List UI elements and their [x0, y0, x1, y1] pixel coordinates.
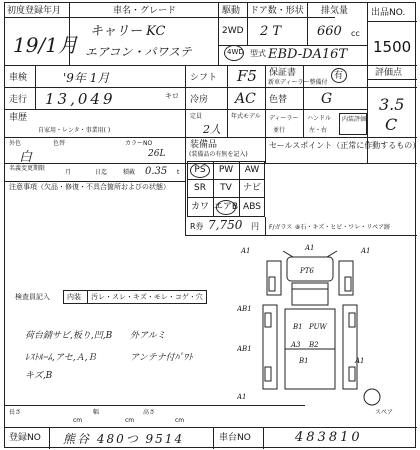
- divider: [367, 79, 417, 80]
- divider: [5, 87, 417, 88]
- equipment-label: 装備品: [190, 140, 218, 150]
- divider: [187, 197, 265, 198]
- divider: [5, 109, 367, 110]
- divider: [185, 65, 186, 235]
- inspection-note-4: アンテナ付ﾊﾟﾜﾄ: [130, 353, 193, 363]
- warranty-label: 保証書: [269, 68, 297, 78]
- shift-label: シフト: [190, 73, 218, 83]
- divider: [5, 17, 335, 18]
- equip-airbag: エアB: [213, 202, 239, 212]
- equip-abs: ABS: [243, 202, 261, 212]
- recycle-unit: 円: [251, 222, 259, 231]
- history-sub: 自家用・レンタ・事業用( ): [38, 127, 111, 134]
- height-label: 高さ: [143, 409, 156, 416]
- diagram-label-1: A1: [241, 247, 251, 255]
- shift-value: F5: [237, 67, 257, 85]
- reg-no-value: 熊谷 480つ 9514: [63, 432, 185, 446]
- shaken-value: '9年 1月: [63, 71, 110, 85]
- drive-value: 2WD: [222, 26, 244, 36]
- dealer-value: 並行: [273, 127, 286, 134]
- selling-points-label: セールスポイント（正常に作動するもの）: [269, 141, 420, 150]
- chassis-value: 483810: [295, 430, 363, 445]
- color-no-label: カラーNO: [125, 140, 153, 147]
- vehicle-diagram: [237, 239, 387, 409]
- divider: [5, 137, 417, 138]
- cooler-value: AC: [235, 91, 256, 107]
- color-change-value: G: [321, 91, 333, 107]
- length-label: 長さ: [9, 409, 22, 416]
- color-no-value: 26L: [148, 149, 166, 159]
- recycle-label: R券: [190, 222, 204, 231]
- divider: [247, 3, 248, 45]
- shaken-label: 車検: [9, 73, 28, 83]
- inspection-note-2: 外アルミ: [130, 331, 166, 341]
- divider: [5, 181, 185, 182]
- load-unit: t: [177, 169, 180, 176]
- divider: [307, 3, 308, 45]
- load-value: 0.35: [145, 166, 168, 177]
- displacement-label: 排気量: [321, 6, 349, 16]
- first-reg-label: 初度登録年月: [7, 6, 62, 16]
- dealer-label: ディーラー: [269, 115, 299, 122]
- equipment-sub: (装備品の有無を記入): [189, 151, 248, 158]
- equip-airbag-circle: [216, 200, 236, 215]
- model-label: 型式: [250, 49, 266, 58]
- divider: [227, 65, 228, 137]
- inspection-note-5: キズ,B: [25, 371, 53, 381]
- divider: [213, 427, 214, 449]
- diagram-label-10: B1: [299, 357, 309, 365]
- interior-inspection-label: 内装: [67, 293, 81, 301]
- diagram-label-4: PT6: [300, 267, 314, 275]
- cooler-label: 冷房: [190, 95, 209, 105]
- diagram-label-9: B2: [309, 341, 319, 349]
- load-label: 積載: [123, 169, 136, 176]
- grade-value: エアコン・パワステ: [85, 45, 192, 59]
- diagram-label-7: B1: [293, 323, 303, 331]
- inspector-label: 検査員記入: [15, 293, 50, 301]
- drive-label: 駆動: [222, 6, 241, 16]
- length-cm: cm: [73, 417, 83, 424]
- diagram-label-5: AB1: [237, 305, 252, 313]
- mileage-value: 13,049: [45, 90, 116, 108]
- drive-alt: 4WD: [227, 48, 244, 56]
- equip-aw: AW: [244, 165, 260, 175]
- recycle-value: 7,750: [208, 218, 243, 232]
- diagram-label-8: A3: [291, 341, 301, 349]
- divider: [49, 427, 50, 449]
- warranty-value: 有: [334, 71, 344, 81]
- model-value: EBD-DA16T: [268, 47, 348, 62]
- color-change-label: 色替: [269, 95, 288, 105]
- chassis-label: 車台NO: [219, 433, 251, 443]
- divider: [5, 405, 305, 406]
- equip-sr: SR: [194, 183, 206, 193]
- displacement-value: 660: [317, 24, 342, 39]
- diagram-label-2: A1: [305, 244, 315, 252]
- inspection-note-1: 荷台錆サビ,板り,凹,B: [25, 331, 113, 341]
- interior-inspection-items: 汚レ・スレ・キズ・モレ・コゲ・穴: [91, 293, 203, 301]
- lot-value: 1500: [373, 38, 412, 56]
- diagram-label-12: A1: [237, 393, 247, 401]
- name-change-day: 日迄: [95, 169, 108, 176]
- doors-label: ドア数・形状: [250, 6, 304, 16]
- doors-value: 2 T: [260, 24, 282, 39]
- width-label: 幅: [93, 409, 100, 416]
- glass-items: ⑧石・キズ・ヒビ・ワレ・リペア跡: [295, 224, 391, 231]
- auction-sheet: [4, 2, 420, 448]
- cc-unit: cc: [351, 29, 360, 38]
- inspection-note-3: ﾚｽﾄﾙｰﾑ,アセ,Ａ,Ｂ: [25, 353, 97, 363]
- interior-value: C: [385, 115, 398, 134]
- spare-label: スペア: [375, 409, 394, 416]
- divider: [263, 427, 264, 449]
- divider: [265, 217, 266, 235]
- divider: [185, 235, 417, 236]
- exterior-value: 白: [19, 150, 33, 165]
- score-value: 3.5: [379, 95, 405, 114]
- diagram-label-13: A1: [355, 357, 365, 365]
- exterior-label: 外色: [9, 140, 22, 147]
- divider: [303, 65, 304, 137]
- car-name-value: キャリー KC: [90, 24, 166, 39]
- equip-tv: TV: [220, 183, 232, 193]
- notes-label: 注意事項（欠品・修復・不具合箇所およびの状態）: [9, 183, 170, 191]
- first-reg-value: 19/1月: [13, 33, 78, 57]
- divider: [367, 21, 417, 22]
- diagram-label-6: AB1: [237, 345, 252, 353]
- lot-label: 出品NO.: [371, 8, 406, 18]
- equip-kawa: カワ: [190, 202, 209, 212]
- width-cm: cm: [125, 417, 135, 424]
- color-label: 色替: [53, 140, 66, 147]
- score-label: 評価点: [375, 68, 403, 78]
- warranty-sub: 新車ディーラー整備付: [268, 79, 328, 86]
- divider: [218, 3, 219, 65]
- glass-label: F/ガラス: [269, 224, 293, 231]
- diagram-label-3: A1: [361, 247, 371, 255]
- equip-ps: PS: [194, 165, 206, 175]
- history-label: 車歴: [9, 113, 28, 123]
- year-model-label: 年式モデル: [231, 113, 261, 120]
- name-change-label: 名義変更期限: [9, 165, 46, 172]
- interior-label: 内装評価: [342, 116, 367, 123]
- diagram-label-11: PUW: [309, 323, 327, 331]
- handle-label: ハンドル: [307, 115, 332, 122]
- capacity-value: 2人: [203, 123, 221, 136]
- equip-ps-circle: [190, 163, 210, 178]
- divider: [5, 427, 417, 428]
- equip-pw: PW: [218, 165, 234, 175]
- mileage-unit: キロ: [165, 92, 179, 100]
- handle-value: 左・右: [309, 127, 328, 134]
- car-name-label: 車名・グレード: [113, 6, 177, 16]
- divider: [5, 65, 417, 66]
- divider: [35, 65, 36, 109]
- divider: [87, 290, 88, 304]
- capacity-label: 定員: [190, 113, 203, 120]
- divider: [265, 65, 266, 163]
- name-change-month: 月: [65, 169, 72, 176]
- divider: [367, 3, 368, 65]
- height-cm: cm: [175, 417, 185, 424]
- equip-navi: ナビ: [242, 183, 261, 193]
- mileage-label: 走行: [9, 95, 28, 105]
- reg-no-label: 登録NO: [9, 433, 41, 443]
